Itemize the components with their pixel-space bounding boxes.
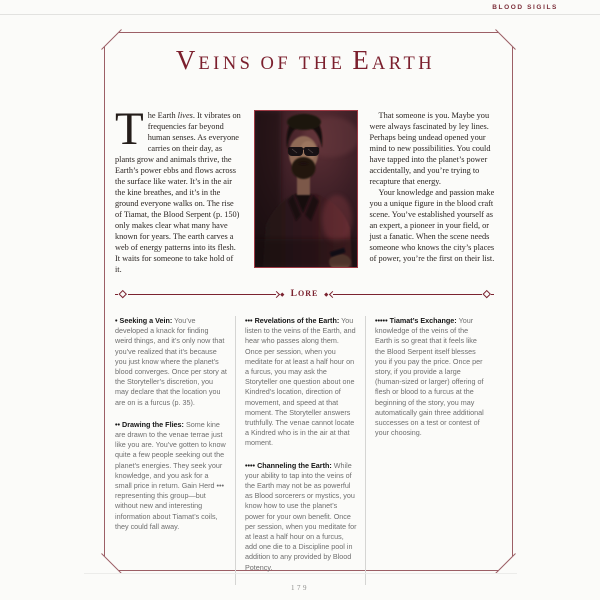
dot-rating: ••	[115, 419, 121, 429]
divider-diamond-right-icon	[482, 290, 490, 298]
divider-line-right	[333, 294, 482, 295]
lore-column-1	[115, 316, 235, 585]
page-number: 179	[291, 584, 309, 592]
intro-section	[115, 103, 495, 275]
intro-left-column	[115, 103, 242, 275]
intro-left-text-post: . It vibrates on frequencies far beyond human senses. As everyone carries on their day, as plants grow and animals thrive, the Earth’s power ebbs and flows across the surface like water. It’s in the air the kine breathes, and it’s in the ground everyone walks on. The rise of Tiamat, the Blood Serpent (p. 150) only makes clear what many have known for years. The earth carves a web of energy patterns into its flesh. It waits for someone to take hold of it.	[115, 111, 241, 274]
divider-dash-right	[491, 294, 494, 295]
intro-right-column	[370, 110, 496, 275]
intro-left-text-italic: lives	[177, 111, 193, 120]
dot-rating: •••	[245, 316, 253, 325]
divider-diamond-left-icon	[119, 290, 127, 298]
lore-entry-title: Channeling the Earth:	[257, 460, 332, 470]
intro-left-text-pre: he Earth	[147, 111, 178, 120]
bottom-rule	[84, 573, 517, 574]
divider-arrow-right-icon	[273, 290, 280, 297]
title-initial-1: V	[175, 45, 199, 75]
lore-column-2	[235, 316, 365, 585]
running-head: BLOOD SIGILS	[492, 4, 558, 11]
top-rule	[0, 14, 600, 15]
title-middle: OF THE	[260, 54, 346, 74]
lore-entry-text: While your ability to tap into the veins of the Earth may not be as powerful as Blood sorcerers or mystics, you know how to use the planet’s power for your own benefit. Once per session, when you meditate for at least a half hour on a furcus, add one die to a Discipline pool in addition to any provided by Blood Potency.	[245, 460, 357, 572]
lore-entry-revelations-of-the-earth	[245, 316, 357, 449]
dot-rating: •	[115, 316, 118, 325]
lore-section	[115, 316, 495, 585]
lore-entry-tiamats-exchange	[375, 316, 487, 438]
page-title	[101, 40, 510, 77]
lore-column-3	[365, 316, 495, 585]
lore-entry-text: Some kine are drawn to the venae terrae just like you are. You’ve gotten to know quite a few people seeking out the planet’s energies. They seek your knowledge, and you ask for a small price in return. Gain Herd ••• representing this group—but without new and interesting information about Tiamat’s coils, they could fall away.	[115, 419, 226, 531]
intro-right-paragraph-2: Your knowledge and passion make you a unique figure in the blood craft scene. You’ve established yourself as an expert, a pioneer in your field, or just a fanatic. When the scene needs someone who knows the city’s places of power, you’re the first on their list.	[369, 188, 495, 263]
dot-rating: •••••	[375, 316, 388, 325]
divider-dash-left	[115, 294, 118, 295]
intro-right-paragraph-1: That someone is you. Maybe you were always fascinated by ley lines. Perhaps being undead opened your mind to new possibilities. You could have tapped into the planet’s power accidentally, and you’re trying to recapture that energy.	[369, 111, 491, 186]
divider-line-left	[128, 294, 277, 295]
drop-cap: T	[115, 103, 144, 155]
divider-arrow-left-icon	[329, 290, 336, 297]
title-word-1: EINS	[198, 54, 254, 74]
lore-entry-text: You’ve developed a knack for finding weird things, and it’s only now that you’ve realized that it’s because you just know where the planet’s blood converges. Once per story at the Storyteller’s discretion, you may declare that the location you are on is a furcus (p. 35).	[115, 316, 227, 407]
lore-entry-channeling-the-earth	[245, 461, 357, 573]
lore-divider-label: LORE	[290, 289, 319, 299]
lore-divider	[115, 288, 494, 300]
lore-entry-title: Revelations of the Earth:	[254, 316, 340, 325]
lore-entry-text: Your knowledge of the veins of the Earth is so great that it feels like the Blood Serpent itself blesses you if you pay the price. Once per story, if you provide a large (human-sized or larger) offering of flesh or blood to a furcus at the beginning of the story, you may automatically gain three additional successes on a test or contest of your choosing.	[375, 316, 484, 438]
lore-entry-seeking-a-vein	[115, 316, 227, 408]
lore-entry-title: Tiamat’s Exchange:	[389, 316, 457, 325]
lore-entry-text: You listen to the veins of the Earth, and hear who passes along them. Once per session, when you meditate for at least a half hour on a furcus, you may ask the Storyteller one question about one Kindred’s location, direction of movement, and speed at that moment. The Storyteller answers truthfully. The venae cannot locate a Kindred who is in the air at that moment.	[245, 316, 356, 448]
dot-rating: ••••	[245, 460, 256, 470]
portrait-illustration	[254, 110, 358, 268]
divider-mini-diamond-left-icon	[281, 292, 285, 296]
title-initial-2: E	[352, 45, 372, 75]
lore-entry-drawing-the-flies	[115, 420, 227, 532]
lore-entry-title: Drawing the Flies:	[122, 419, 184, 429]
title-word-2: ARTH	[371, 54, 436, 74]
lore-entry-title: Seeking a Vein:	[119, 316, 173, 325]
